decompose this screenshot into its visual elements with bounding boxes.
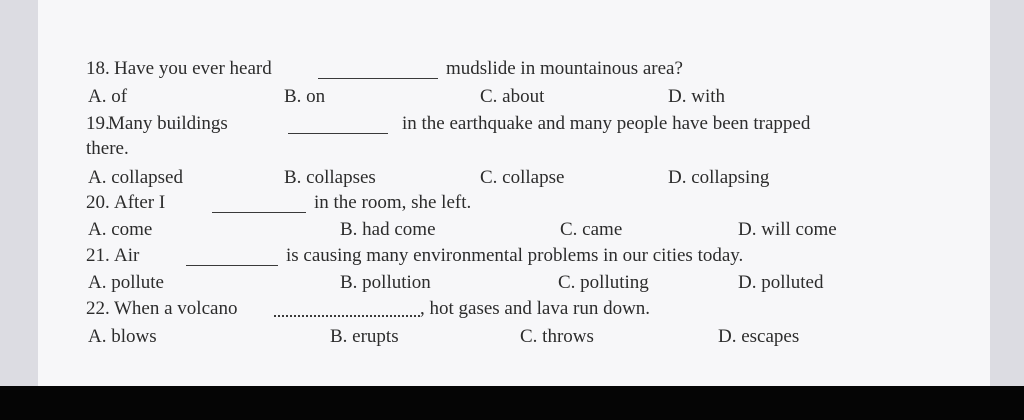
- answer-blank: [186, 265, 278, 266]
- question-text-before: Many buildings: [108, 113, 228, 134]
- worksheet: [38, 0, 990, 386]
- option-b: B. erupts: [330, 326, 399, 347]
- question-text-before: After I: [114, 192, 166, 213]
- option-a: A. of: [88, 86, 128, 107]
- option-d: D. escapes: [718, 326, 800, 347]
- option-b: B. pollution: [340, 272, 431, 293]
- left-margin: [0, 0, 38, 386]
- option-c: C. polluting: [558, 272, 649, 293]
- option-c: C. collapse: [480, 167, 565, 188]
- option-b: B. had come: [340, 219, 436, 240]
- question-continuation: there.: [86, 138, 129, 159]
- option-a: A. pollute: [88, 272, 164, 293]
- question-text-after: is causing many environmental problems in our cities today.: [286, 245, 744, 266]
- option-a: A. blows: [88, 326, 157, 347]
- question-number: 22.: [86, 298, 110, 319]
- question-number: 21.: [86, 245, 110, 266]
- option-a: A. collapsed: [88, 167, 183, 188]
- question-text-after: in the earthquake and many people have been trapped: [402, 113, 811, 134]
- option-c: C. about: [480, 86, 545, 107]
- question-number: 18.: [86, 58, 110, 79]
- question-text-before: Have you ever heard: [114, 58, 272, 79]
- answer-blank: [288, 133, 388, 134]
- right-margin: [990, 0, 1024, 386]
- option-d: D. with: [668, 86, 725, 107]
- question-text-after: in the room, she left.: [314, 192, 472, 213]
- answer-blank: [318, 78, 438, 79]
- option-b: B. collapses: [284, 167, 376, 188]
- question-text-before: When a volcano: [114, 298, 238, 319]
- option-b: B. on: [284, 86, 326, 107]
- bottom-black-bar: [0, 386, 1024, 420]
- option-a: A. come: [88, 219, 153, 240]
- answer-blank: [212, 212, 306, 213]
- option-c: C. came: [560, 219, 623, 240]
- question-text-before: Air: [114, 245, 140, 266]
- option-c: C. throws: [520, 326, 594, 347]
- option-d: D. will come: [738, 219, 837, 240]
- answer-blank: [274, 315, 420, 317]
- question-number: 20.: [86, 192, 110, 213]
- option-d: D. polluted: [738, 272, 824, 293]
- question-text-after: , hot gases and lava run down.: [420, 298, 651, 319]
- option-d: D. collapsing: [668, 167, 770, 188]
- question-number: 19.: [86, 113, 110, 134]
- question-text-after: mudslide in mountainous area?: [446, 58, 683, 79]
